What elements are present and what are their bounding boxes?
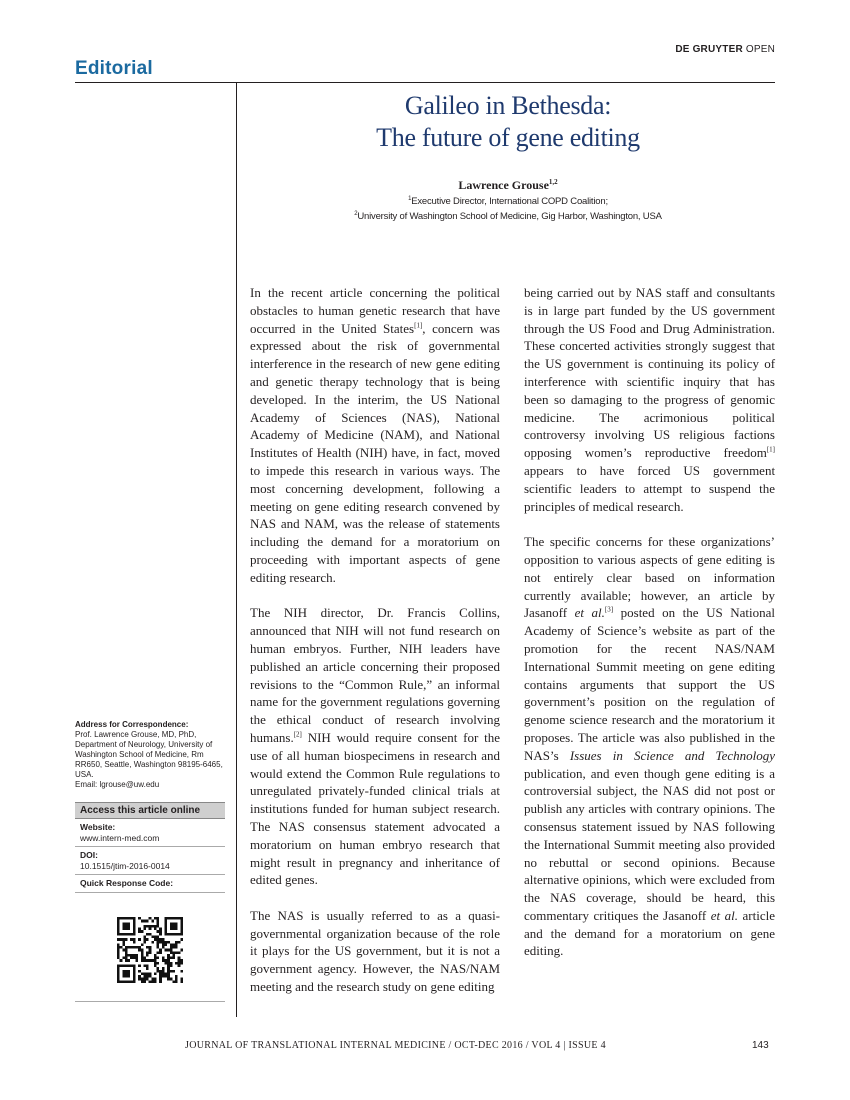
correspondence-name: Prof. Lawrence Grouse, MD, PhD, <box>75 730 197 739</box>
paragraph-1-text-b: , concern was expressed about the risk of governmental interference in the research of new gene editing and genetic therapy technology that is being developed. In the interim, the US National Academy of Sciences (NAS), National Academy of Medicine (NAM), and National Institutes of Health (NIH) have, in fact, moved to impede this research in various ways. The most concerning development, following a meeting on gene editing research convened by NAS and NAM, was the release of statements including the demand for a moratorium on proceeding with important aspects of gene editing research. <box>250 320 500 585</box>
citation-1-repeat[interactable]: [1] <box>766 445 775 454</box>
citation-3[interactable]: [3] <box>604 606 614 615</box>
paragraph-3: The NAS is usually referred to as a quasi-governmental organization because of the role it plays for the US government, but it is not a government agency. However, the NAS/NAM meeting and the research study on gene editing <box>250 907 501 995</box>
journal-name: Issues in Science and Technology <box>569 747 775 763</box>
qr-label: Quick Response Code: <box>80 878 174 888</box>
doi-label: DOI: <box>80 850 98 860</box>
journal-footer: JOURNAL OF TRANSLATIONAL INTERNAL MEDICINE / OCT-DEC 2016 / VOL 4 | ISSUE 4 <box>185 1040 606 1051</box>
affiliation-1-mark: 1 <box>408 196 412 202</box>
qr-cell <box>75 893 225 1002</box>
access-heading: Access this article online <box>75 802 225 819</box>
paragraph-2 <box>250 604 500 889</box>
doi-link[interactable]: 10.1515/jtim-2016-0014 <box>80 860 170 871</box>
affiliation-2 <box>238 211 778 222</box>
access-online-box <box>75 802 225 1002</box>
paragraph-4-text-d: article and the demand for a moratorium on gene editing. <box>524 907 776 959</box>
et-al-1: et al. <box>574 605 605 621</box>
article-title-line2: The future of gene editing <box>376 123 640 152</box>
author-name <box>238 178 778 193</box>
section-label: Editorial <box>75 58 153 79</box>
body-column-left <box>250 284 500 1014</box>
paragraph-4-text-c: publication, and even though gene editing is a controversial subject, the NAS did not post or publish any articles with contrary opinions. The consensus statement issued by NAS following the International Summit meeting also provided no rebuttal or second opinions. Because alternative opinions, which were excluded from the NAS coverage, should be heard, this commentary critiques the Jasanoff <box>524 765 775 923</box>
correspondence-address: Department of Neurology, University of Washington School of Medicine, Rm RR650, Seattle, Washington 98195-6465, USA. <box>75 740 223 779</box>
citation-2[interactable]: [2] <box>293 730 302 739</box>
paragraph-2-text-b: NIH would require consent for the use of all human biospecimens in research and would extend the Common Rule regulations to unregulated privately-funded clinical trials at institutions funded for human subject research. The NAS consensus statement advocated a moratorium on human embryo research that might result in pregnancy and inheritance of edited genes. <box>250 729 500 888</box>
publisher-logo <box>675 44 775 55</box>
paragraph-3: being carried out by NAS staff and consultants is in large part funded by the US government through the US Food and Drug Administration. These concerted activities strongly suggest that the US government is continuing its policy of interference with scientific inquiry that has been so damaging to the progress of genomic medicine. The acrimonious political controversy involving US religious factions opposing women’s reproductive freedom[1] appears to have forced US government scientific leaders to attempt to suspend the principles of medical research. <box>524 285 776 514</box>
page-number: 143 <box>752 1040 769 1051</box>
author-affil-marks: 1,2 <box>548 178 558 186</box>
doi-cell <box>75 847 225 875</box>
paragraph-4-text-a: The specific concerns for these organizations’ opposition to various aspects of gene editing is not entirely clear based on information currently available; however, an article by Jasanoff <box>524 534 775 621</box>
correspondence-email[interactable]: Email: lgrouse@uw.edu <box>75 780 160 789</box>
correspondence-block <box>75 720 225 790</box>
paragraph-1 <box>250 284 500 587</box>
paragraph-4-text-b: posted on the US National Academy of Science’s website as part of the promotion for the recent NAS/NAM International Summit meeting on gene editing contains arguments that support the US government’s position on the regulation of genome science research and the moratorium it proposes. The article was also published in the NAS’s <box>524 605 775 763</box>
paragraph-4 <box>524 533 775 960</box>
website-label: Website: <box>80 822 116 832</box>
publisher-name-rest: OPEN <box>745 44 775 55</box>
qr-label-cell <box>75 875 225 893</box>
article-title-line1: Galileo in Bethesda: <box>404 91 612 120</box>
website-link[interactable]: www.intern-med.com <box>80 832 160 843</box>
citation-1[interactable]: [1] <box>414 321 423 330</box>
header-rule <box>75 82 775 83</box>
et-al-2: et al. <box>710 907 739 923</box>
paragraph-1-text-a: In the recent article concerning the political obstacles to human genetic research that have occurred in the United States <box>250 285 500 336</box>
website-cell <box>75 819 225 847</box>
publisher-name-bold: DE GRUYTER <box>675 44 743 55</box>
affiliation-2-text: University of Washington School of Medicine, Gig Harbor, Washington, USA <box>357 211 662 223</box>
qr-code-icon[interactable] <box>117 917 183 983</box>
affiliation-1-text: Executive Director, International COPD Coalition; <box>411 196 608 208</box>
paragraph-2-text-a: The NIH director, Dr. Francis Collins, announced that NIH will not fund research on human embryos. Further, NIH leaders have published an article concerning their proposed revisions to the “Common Rule,” an informal name for the government regulations governing the ethical conduct of research involving humans. <box>250 605 500 745</box>
author-text: Lawrence Grouse <box>458 178 549 192</box>
body-column-right <box>524 284 775 978</box>
correspondence-heading: Address for Correspondence: <box>75 720 189 729</box>
sidebar-divider <box>236 82 237 1017</box>
affiliation-2-mark: 2 <box>354 211 358 217</box>
affiliation-1 <box>238 196 778 207</box>
